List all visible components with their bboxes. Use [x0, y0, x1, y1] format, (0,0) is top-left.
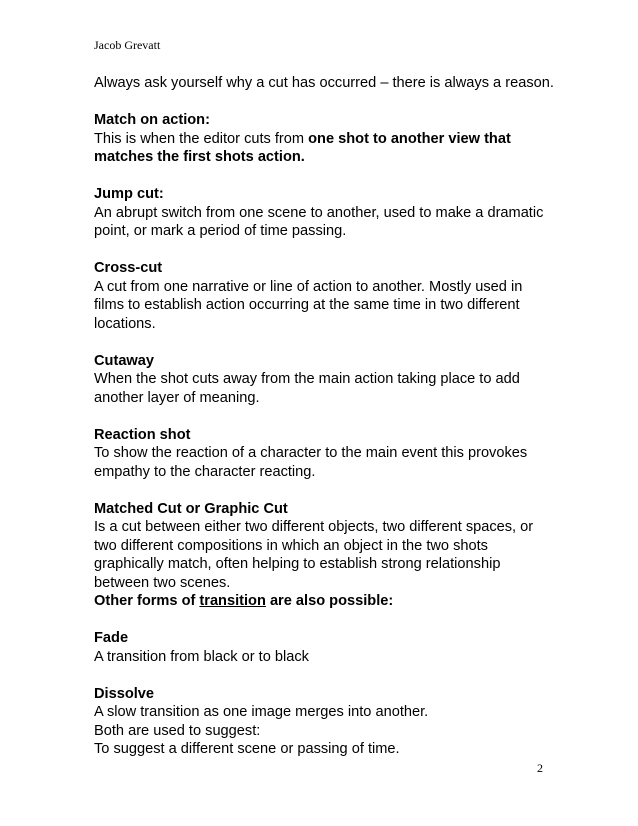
fade-text: A transition from black or to black: [94, 648, 309, 665]
match-on-action-text-bold: one shot to another view that matches the first shots action.: [94, 130, 511, 165]
spacer: [94, 611, 554, 630]
fade-heading: Fade: [94, 630, 129, 646]
spacer: [94, 167, 554, 186]
transition-underlined-word: transition: [199, 593, 266, 609]
dissolve-heading: Dissolve: [94, 685, 155, 702]
intro-paragraph: Always ask yourself why a cut has occurred – there is always a reason.: [94, 75, 554, 91]
jump-cut-heading: Jump cut:: [94, 186, 164, 202]
match-on-action-text: [94, 130, 554, 167]
spacer: [94, 241, 554, 260]
cross-cut-text: A cut from one narrative or line of action to another. Mostly used in films to establish action occurring at the same time in two different locations.: [94, 278, 523, 332]
reaction-shot-text: To show the reaction of a character to the main event this provokes empathy to the character reacting.: [94, 445, 528, 480]
other-forms-after: are also possible:: [265, 593, 394, 609]
cutaway-heading: Cutaway: [94, 352, 155, 369]
match-on-action-text-plain: This is when the editor cuts from: [94, 130, 309, 147]
page-number: 2: [537, 761, 543, 775]
spacer: [94, 333, 554, 352]
other-forms-line: [94, 592, 554, 611]
spacer: [94, 666, 554, 685]
matched-cut-heading: Matched Cut or Graphic Cut: [94, 500, 288, 517]
match-on-action-heading: Match on action:: [94, 112, 210, 128]
cross-cut-heading: Cross-cut: [94, 260, 163, 276]
reaction-shot-heading: Reaction shot: [94, 426, 191, 443]
spacer: [94, 481, 554, 500]
document-body: [94, 74, 554, 759]
cutaway-text: When the shot cuts away from the main action taking place to add another layer of meaning.: [94, 371, 520, 406]
dissolve-line-1: A slow transition as one image merges into another.: [94, 704, 429, 720]
other-forms-before: Other forms of: [94, 593, 200, 609]
header-author-name: Jacob Grevatt: [94, 38, 161, 52]
spacer: [94, 407, 554, 426]
jump-cut-text: An abrupt switch from one scene to another, used to make a dramatic point, or mark a period of time passing.: [94, 204, 544, 239]
dissolve-line-3: To suggest a different scene or passing of time.: [94, 741, 400, 757]
matched-cut-text: Is a cut between either two different objects, two different spaces, or two different compositions in which an object in the two shots graphically match, often helping to establish strong relationship between two scenes.: [94, 519, 534, 591]
spacer: [94, 93, 554, 112]
dissolve-line-2: Both are used to suggest:: [94, 722, 261, 739]
